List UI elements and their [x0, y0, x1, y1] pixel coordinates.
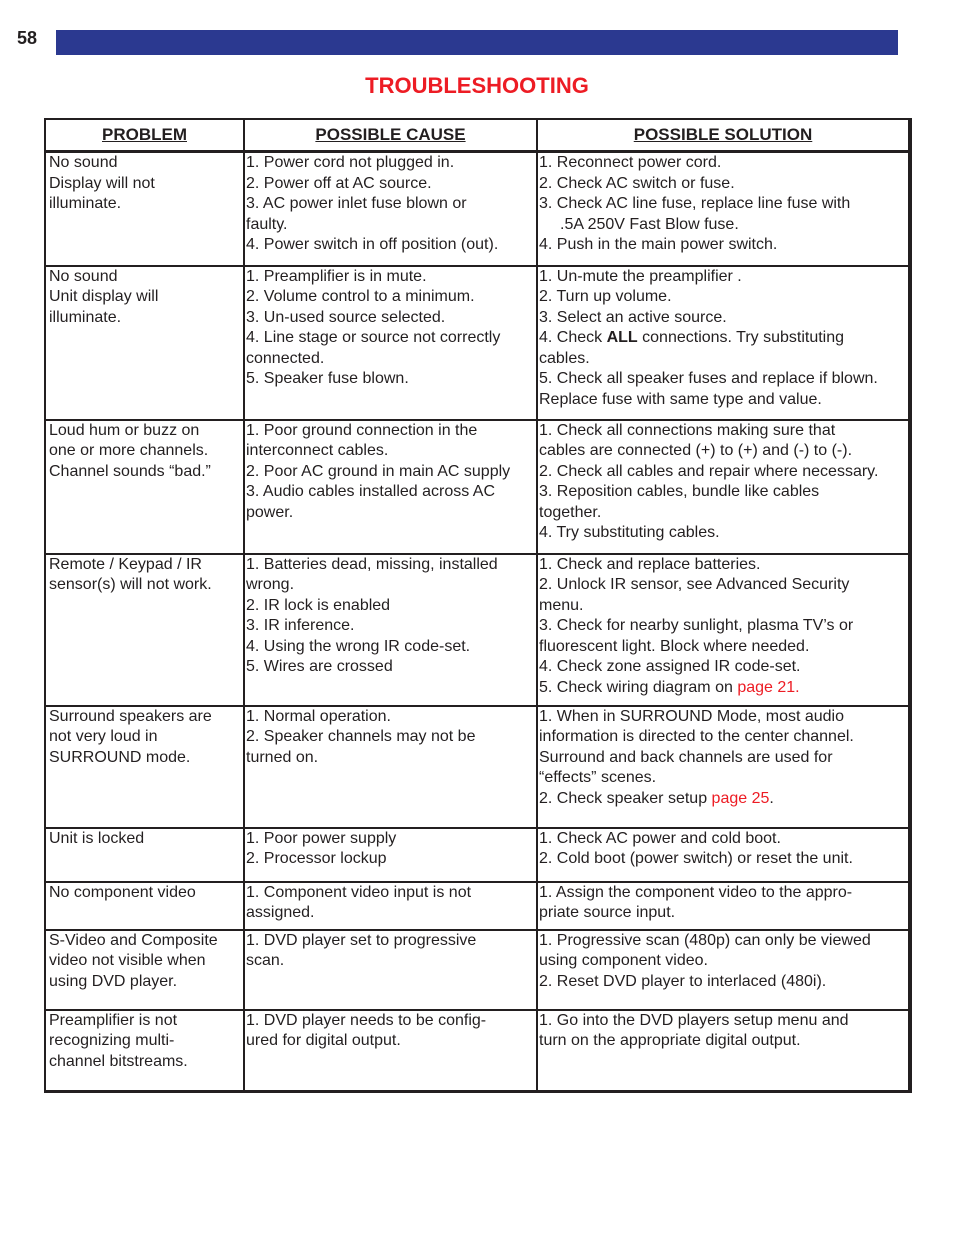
solution-line: Replace fuse with same type and value.: [539, 390, 822, 408]
problem-cell: [46, 882, 244, 930]
solution-line: 5. Check all speaker fuses and replace if blown.: [539, 370, 878, 387]
solution-text: connections. Try substituting: [637, 329, 845, 346]
solution-line: [539, 789, 908, 810]
cause-line: assigned.: [246, 904, 315, 921]
page-number: 58: [17, 28, 38, 48]
cause-line: 1. Power cord not plugged in.: [246, 154, 455, 171]
cause-line: 1. Normal operation.: [246, 707, 391, 725]
solution-line: Surround and back channels are used for: [539, 748, 833, 766]
cause-line: 2. Poor AC ground in main AC supply: [246, 462, 511, 480]
solution-line: 4. Push in the main power switch.: [539, 236, 778, 253]
cause-line: 4. Power switch in off position (out).: [246, 236, 499, 253]
cause-cell: [244, 152, 537, 266]
cause-line: 1. Component video input is not: [246, 883, 472, 901]
problem-cell: [46, 554, 244, 706]
problem-cell: [46, 266, 244, 420]
solution-line: 1. When in SURROUND Mode, most audio: [539, 707, 844, 725]
solution-line: information is directed to the center channel.: [539, 728, 854, 745]
cause-line: power.: [246, 503, 294, 521]
cause-cell: [244, 266, 537, 420]
solution-line: 4. Check zone assigned IR code-set.: [539, 658, 801, 675]
cause-line: 5. Speaker fuse blown.: [246, 370, 409, 387]
solution-line: 1. Reconnect power cord.: [539, 154, 722, 171]
cause-cell: [244, 1010, 537, 1090]
solution-line: together.: [539, 503, 602, 521]
problem-line: using DVD player.: [49, 972, 178, 990]
problem-line: one or more channels.: [49, 442, 209, 459]
header-possible-cause: POSSIBLE CAUSE: [244, 120, 537, 152]
problem-line: SURROUND mode.: [49, 748, 191, 766]
solution-line: 3. Reposition cables, bundle like cables: [539, 483, 820, 500]
solution-line: 4. Try substituting cables.: [539, 524, 720, 541]
problem-line: S-Video and Composite: [49, 931, 218, 949]
table-row: [46, 152, 908, 266]
solution-text: 4. Check: [539, 329, 607, 346]
cause-line: 3. IR inference.: [246, 617, 355, 634]
solution-line: priate source input.: [539, 904, 676, 921]
problem-line: Display will not: [49, 174, 155, 192]
problem-cell: [46, 152, 244, 266]
cause-line: ured for digital output.: [246, 1032, 401, 1049]
problem-line: not very loud in: [49, 728, 158, 745]
cause-line: 3. Un-used source selected.: [246, 308, 446, 326]
solution-line: 3. Check AC line fuse, replace line fuse with: [539, 195, 851, 212]
solution-line: 1. Check and replace batteries.: [539, 555, 761, 573]
page-title: TROUBLESHOOTING: [365, 73, 589, 98]
solution-line: “effects” scenes.: [539, 769, 657, 786]
cause-line: 4. Line stage or source not correctly: [246, 329, 501, 346]
solution-cell: [537, 152, 908, 266]
solution-line: cables.: [539, 349, 590, 367]
cause-line: 1. Poor ground connection in the: [246, 421, 478, 439]
cause-line: 1. DVD player needs to be config-: [246, 1011, 487, 1029]
problem-cell: [46, 930, 244, 1010]
page-21-link[interactable]: page 21.: [737, 678, 800, 696]
troubleshooting-table: [44, 118, 912, 1093]
solution-cell: [537, 420, 908, 554]
table-row: [46, 706, 908, 828]
problem-cell: [46, 420, 244, 554]
solution-line: fluorescent light. Block where needed.: [539, 637, 810, 655]
solution-cell: [537, 828, 908, 882]
header-problem: PROBLEM: [46, 120, 244, 152]
cause-line: 1. Batteries dead, missing, installed: [246, 555, 498, 573]
problem-line: Remote / Keypad / IR: [49, 555, 202, 573]
cause-cell: [244, 930, 537, 1010]
problem-line: illuminate.: [49, 195, 122, 212]
solution-line: 2. Check AC switch or fuse.: [539, 174, 735, 192]
solution-line: 1. Assign the component video to the appro-: [539, 883, 853, 901]
table-row: [46, 266, 908, 420]
solution-line: 3. Check for nearby sunlight, plasma TV’s or: [539, 617, 854, 634]
problem-cell: [46, 828, 244, 882]
solution-cell: [537, 930, 908, 1010]
cause-cell: [244, 706, 537, 828]
problem-line: Loud hum or buzz on: [49, 421, 200, 439]
problem-line: Unit is locked: [49, 829, 145, 847]
problem-line: video not visible when: [49, 952, 206, 969]
solution-text: .: [769, 789, 774, 807]
solution-line: 1. Go into the DVD players setup menu and: [539, 1011, 849, 1029]
solution-line: 2. Turn up volume.: [539, 288, 672, 305]
solution-line: .5A 250V Fast Blow fuse.: [560, 215, 739, 233]
problem-line: No sound: [49, 154, 118, 171]
solution-cell: [537, 266, 908, 420]
problem-line: sensor(s) will not work.: [49, 576, 212, 593]
problem-line: Preamplifier is not: [49, 1011, 178, 1029]
header-possible-solution: POSSIBLE SOLUTION: [537, 120, 908, 152]
table-row: [46, 882, 908, 930]
solution-line: using component video.: [539, 952, 708, 969]
solution-line: 2. Check all cables and repair where necessary.: [539, 462, 879, 480]
cause-line: 1. DVD player set to progressive: [246, 931, 477, 949]
cause-line: 2. Volume control to a minimum.: [246, 288, 475, 305]
problem-cell: [46, 1010, 244, 1090]
cause-line: 2. Speaker channels may not be: [246, 728, 476, 745]
solution-cell: [537, 706, 908, 828]
cause-line: 1. Poor power supply: [246, 829, 397, 847]
solution-line: menu.: [539, 596, 584, 614]
cause-cell: [244, 554, 537, 706]
solution-line: 2. Cold boot (power switch) or reset the unit.: [539, 850, 853, 867]
problem-line: Unit display will: [49, 288, 159, 305]
problem-line: illuminate.: [49, 308, 122, 326]
header-bar: [56, 30, 898, 55]
solution-line: [539, 328, 908, 349]
solution-line: cables are connected (+) to (+) and (-) to (-).: [539, 442, 853, 459]
problem-line: Surround speakers are: [49, 707, 212, 725]
solution-cell: [537, 554, 908, 706]
cause-line: 2. IR lock is enabled: [246, 596, 391, 614]
table-row: [46, 828, 908, 882]
table-row: [46, 554, 908, 706]
cause-line: faulty.: [246, 215, 288, 233]
table-row: [46, 930, 908, 1010]
cause-line: 5. Wires are crossed: [246, 658, 393, 675]
solution-line: 1. Check AC power and cold boot.: [539, 829, 781, 847]
solution-text: 5. Check wiring diagram on: [539, 678, 738, 696]
cause-line: 1. Preamplifier is in mute.: [246, 267, 427, 285]
problem-cell: [46, 706, 244, 828]
problem-line: recognizing multi-: [49, 1032, 175, 1049]
cause-line: turned on.: [246, 748, 319, 766]
table-header-row: [46, 120, 908, 152]
cause-line: 4. Using the wrong IR code-set.: [246, 637, 471, 655]
solution-line: 3. Select an active source.: [539, 308, 727, 326]
cause-line: interconnect cables.: [246, 442, 389, 459]
cause-line: 2. Power off at AC source.: [246, 174, 432, 192]
solution-line: 2. Reset DVD player to interlaced (480i).: [539, 972, 827, 990]
cause-line: 2. Processor lockup: [246, 850, 387, 867]
solution-line: 1. Un-mute the preamplifier .: [539, 267, 742, 285]
solution-cell: [537, 1010, 908, 1090]
table-row: [46, 420, 908, 554]
solution-line: 1. Progressive scan (480p) can only be viewed: [539, 931, 871, 949]
cause-line: 3. AC power inlet fuse blown or: [246, 195, 467, 212]
cause-line: 3. Audio cables installed across AC: [246, 483, 496, 500]
cause-cell: [244, 882, 537, 930]
cause-cell: [244, 828, 537, 882]
table-row: [46, 1010, 908, 1090]
cause-line: wrong.: [246, 576, 295, 593]
solution-text: 2. Check speaker setup: [539, 789, 712, 807]
solution-cell: [537, 882, 908, 930]
problem-line: No component video: [49, 883, 196, 901]
problem-line: No sound: [49, 267, 118, 285]
emphasis-all: ALL: [606, 329, 638, 346]
cause-cell: [244, 420, 537, 554]
solution-line: 2. Unlock IR sensor, see Advanced Security: [539, 576, 850, 593]
solution-line: 1. Check all connections making sure that: [539, 421, 836, 439]
problem-line: Channel sounds “bad.”: [49, 462, 211, 480]
page-25-link[interactable]: page 25: [711, 789, 770, 807]
problem-line: channel bitstreams.: [49, 1052, 188, 1070]
solution-line: turn on the appropriate digital output.: [539, 1032, 801, 1049]
solution-line: [539, 678, 908, 699]
cause-line: scan.: [246, 952, 285, 969]
cause-line: connected.: [246, 349, 325, 367]
